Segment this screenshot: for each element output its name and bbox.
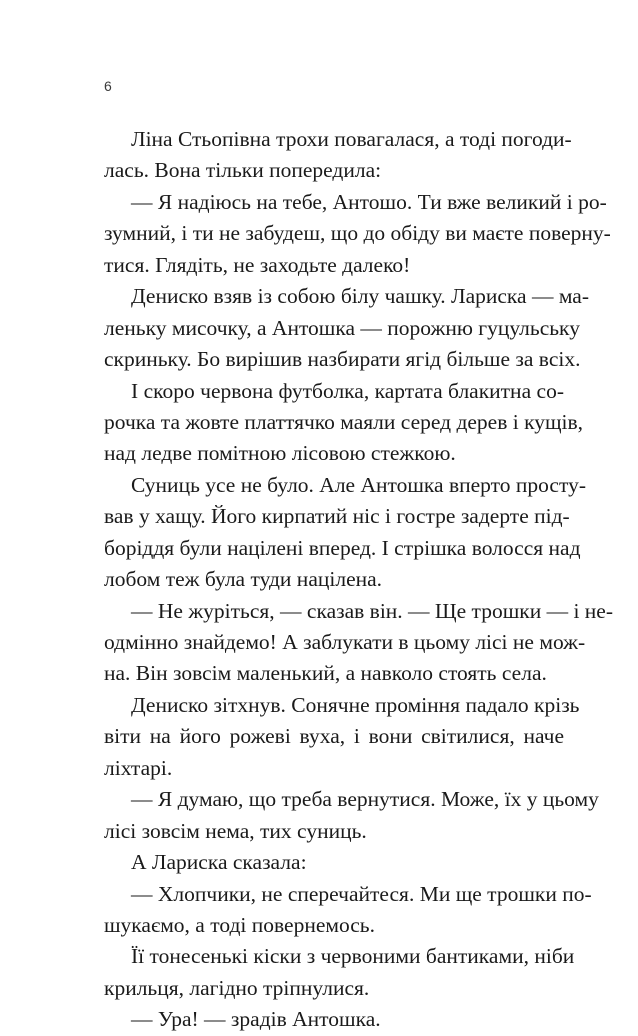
text-line: над ледве помітною лісовою стежкою. (104, 441, 456, 466)
text-line: — Хлопчики, не сперечайтеся. Ми ще трошки по- (131, 881, 592, 906)
body-text (104, 124, 614, 1036)
text-line: ліхтарі. (104, 755, 173, 780)
text-line: віти на його рожеві вуха, і вони світилися, наче (104, 724, 564, 749)
text-line: — Я надіюсь на тебе, Антошо. Ти вже великий і ро- (131, 189, 607, 214)
text-line: рочка та жовте платтячко маяли серед дерев і кущів, (104, 409, 584, 434)
text-line: І скоро червона футболка, картата блакитна со- (131, 378, 564, 403)
text-line: боріддя були націлені вперед. І стрішка волосся над (104, 535, 581, 560)
text-line: А Лариска сказала: (131, 850, 307, 875)
text-line: на. Він зовсім маленький, а навколо стоять села. (104, 661, 547, 686)
text-line: — Не журіться, — сказав він. — Ще трошки — і не- (131, 598, 614, 623)
text-line: крильця, лагідно тріпнулися. (104, 975, 370, 1000)
text-line: тися. Глядіть, не заходьте далеко! (104, 252, 411, 277)
text-line: шукаємо, а тоді повернемось. (104, 912, 375, 937)
text-line: одмінно знайдемо! А заблукати в цьому лісі не мож- (104, 630, 586, 654)
text-line: лісі зовсім нема, тих суниць. (104, 818, 367, 843)
text-line: леньку мисочку, а Антошка — порожню гуцульську (104, 315, 580, 340)
page-number: 6 (104, 78, 112, 94)
text-line: Ліна Стьопівна трохи повагалася, а тоді погоди- (131, 127, 572, 151)
text-line: Її тонесенькі кіски з червоними бантиками, ніби (131, 944, 575, 969)
text-line: лась. Вона тільки попередила: (104, 158, 382, 183)
text-line: лобом теж була туди націлена. (104, 567, 383, 592)
text-line: скриньку. Бо вирішив назбирати ягід більше за всіх. (104, 347, 581, 372)
text-line: Суниць усе не було. Але Антошка вперто просту- (131, 472, 586, 497)
text-line: — Я думаю, що треба вернутися. Може, їх у цьому (131, 787, 599, 812)
text-line: вав у хащу. Його кирпатий ніс і гостре задерте під- (104, 504, 570, 529)
text-line: Дениско зітхнув. Сонячне проміння падало крізь (131, 692, 580, 717)
text-line: Дениско взяв із собою білу чашку. Лариска — ма- (131, 284, 589, 309)
text-line: зумний, і ти не забудеш, що до обіду ви маєте поверну- (104, 221, 611, 246)
text-line: — Ура! — зрадів Антошка. (131, 1007, 381, 1032)
